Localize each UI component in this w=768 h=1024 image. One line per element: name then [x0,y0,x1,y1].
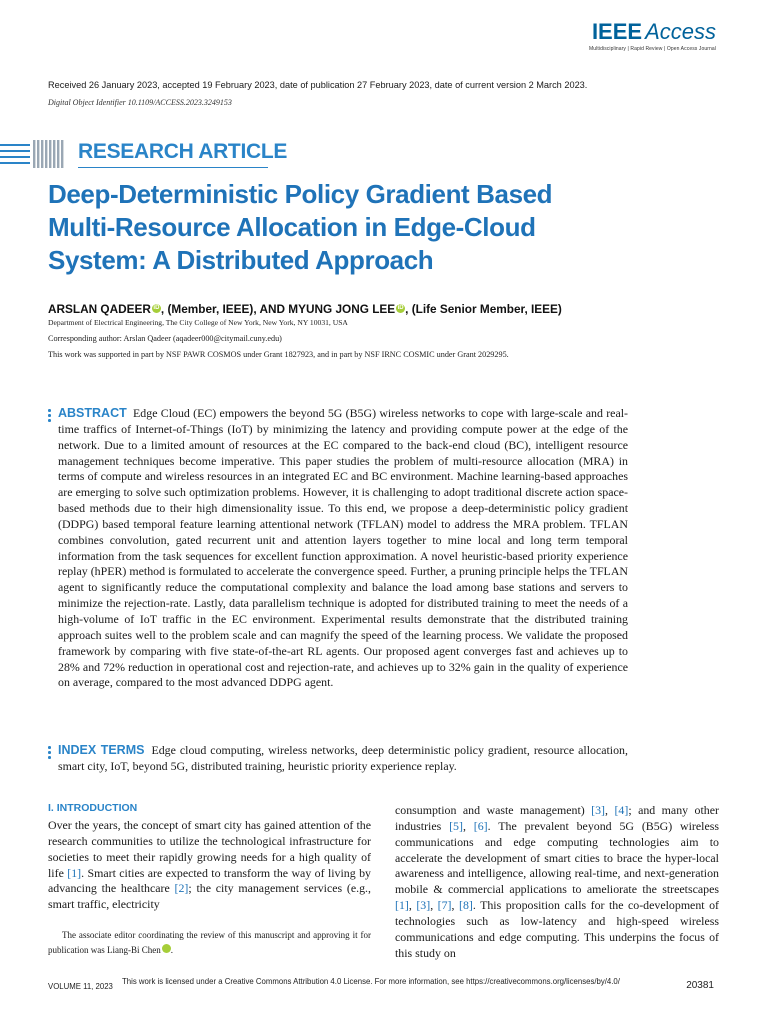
citation-link[interactable]: [7] [437,898,452,913]
corresponding-author: Corresponding author: Arslan Qadeer (aqadeer000@citymail.cuny.edu) [48,334,282,343]
intro-right-column: consumption and waste management) [3], [4]; and many other industries [5], [6]. The prevalent beyond 5G (B5G) wireless communications and edge computing technologies aim to accelerate the development of smart cities to brace the hyper-local awareness and intelligence, allowing real-time, and next-generation mobile & commercial applications to ameliorate the streetscapes [1], [3], [7], [8]. This proposition calls for the co-development of technologies such as low-latency and high-speed wireless communications and edge computing. This underpins the focus of this study on [395,803,719,960]
abstract-label: ABSTRACT [58,406,127,420]
author-role: , (Member, IEEE), AND MYUNG JONG LEE [160,302,396,316]
citation-link[interactable]: [6] [473,818,488,833]
intro-text: consumption and waste management) [395,803,592,817]
intro-text: . This proposition calls for the co-development of technologies such as low-latency and high-speed wireless communications and edge computing. This underpins the focus of this study on [395,898,719,960]
page-number: 20381 [686,980,714,991]
journal-tagline: Multidisciplinary | Rapid Review | Open Access Journal [589,46,716,52]
intro-text: ; the city management services (e.g., smart traffic, electricity [48,881,371,912]
doi: Digital Object Identifier 10.1109/ACCESS.2023.3249153 [48,98,232,107]
citation-link[interactable]: [1] [395,898,409,913]
license-notice: This work is licensed under a Creative Commons Attribution 4.0 License. For more information, see https://creativecommons.org/licenses/by/4.0/ [122,977,620,986]
journal-logo [589,20,716,52]
citation-link[interactable]: [3] [416,898,431,913]
orcid-icon[interactable]: iD [153,305,160,311]
intro-left-column [48,818,371,913]
index-terms-label: INDEX TERMS [58,743,145,757]
intro-text: . The prevalent beyond 5G (B5G) wireless communications and edge computing technologies aim to accelerate the development of smart cities to brace the hyper-local awareness and intelligence, allowing real-time, and next-generation mobile & commercial applications to ameliorate the streetscapes [395,818,719,897]
funding-statement: This work was supported in part by NSF PAWR COSMOS under Grant 1827923, and in part by NSF IRNC COSMIC under Grant 2029295. [48,350,509,359]
volume-label: VOLUME 11, 2023 [48,982,113,991]
index-terms-text: Edge cloud computing, wireless networks, deep deterministic policy gradient, resource allocation, smart city, IoT, beyond 5G, distributed training, heuristic priority experience replay. [58,743,628,773]
title-line: Multi-Resource Allocation in Edge-Cloud [48,212,536,242]
abstract-text: Edge Cloud (EC) empowers the beyond 5G (B5G) wireless networks to cope with large-scale and real-time traffics of Internet-of-Things (IoT) by minimizing the latency and providing compute power at the edge of the network. Due to a limited amount of resources at the EC compared to the back-end cloud (BC), intelligent resource management techniques become imperative. This paper studies the problem of multi-resource allocation (MRA) in terms of compute and wireless resources in an integrated EC and BC environment. Machine learning-based approaches are emerging to solve such optimization problems. However, it is challenging to adopt traditional discrete action space-based methods due to their high dimensionality issue. To this end, we propose a deep-deterministic policy gradient (DDPG) based temporal feature learning attentional network (TFLAN) model to address the MRA problem. TFLAN combines convolution, gated recurrent unit and attention layers together to mine local and long term temporal information from the task sequences for excellent function approximation. A novel heuristic-based priority experience replay (hPER) method is formulated to accelerate the convergence speed. Further, a pruning principle helps the TFLAN agent to significantly reduce the computational complexity and balance the load among base stations and servers to minimize the rejection-rate. Lastly, data parallelism technique is adopted for distributed training to meet the needs of a high-volume of IoT traffic in the EC environment. Experimental results demonstrate that the distributed training approach suites well to the problem scale and can magnify the speed of the learning process. We validate the proposed framework by comparing with five state-of-the-art RL agents. Our proposed agent converges fast and achieves up to 28% and 72% reduction in operational cost and rejection-rate, and achieves up to 32% gain in the quality of experience on average, compared to the most advanced DDPG agent. [58,406,628,690]
editor-footnote: The associate editor coordinating the review of this manuscript and approving it for publication was Liang-Bi Chen iD. [48,930,371,955]
section-heading: I. INTRODUCTION [48,802,138,814]
index-dots-icon [48,746,53,761]
author-role: , (Life Senior Member, IEEE) [405,302,562,316]
brand-main: IEEE [591,19,643,44]
article-type-underline [78,167,268,168]
author-name: ARSLAN QADEER [48,302,151,316]
citation-link[interactable]: [3] [591,803,606,817]
received-dates: Received 26 January 2023, accepted 19 February 2023, date of publication 27 February 2023, date of current version 2 March 2023. [48,80,588,90]
abstract-dots-icon [48,409,53,424]
footnote-rule [48,918,371,919]
brand-sub: Access [645,19,716,44]
citation-link[interactable]: [8] [458,898,473,913]
citation-link[interactable]: [5] [449,818,463,833]
citation-link[interactable]: [1] [67,865,82,880]
paper-title [48,178,688,277]
orcid-icon[interactable]: iD [397,305,404,311]
title-line: Deep-Deterministic Policy Gradient Based [48,179,553,209]
title-line: System: A Distributed Approach [48,245,434,275]
citation-link[interactable]: [4] [614,803,629,817]
intro-text: . Smart cities are expected to transform the way of living by advancing the healthcare [48,865,371,896]
intro-text: Over the years, the concept of smart city has gained attention of the research communities to utilize the technological infrastructure for societies to meet their rapidly growing needs for a high quality of life [48,818,371,880]
citation-link[interactable]: [2] [174,881,189,896]
article-type: RESEARCH ARTICLE [78,140,288,163]
orcid-icon[interactable]: iD [162,944,171,953]
abstract [58,406,628,691]
footnote-text: The associate editor coordinating the review of this manuscript and approving it for publication was Liang-Bi Chen [48,930,371,955]
stripes-decoration [0,136,70,170]
intro-text: ; and many other industries [395,803,719,833]
author-list [48,302,562,316]
index-terms [58,743,628,775]
affiliation: Department of Electrical Engineering, The City College of New York, New York, NY 10031, USA [48,318,348,327]
